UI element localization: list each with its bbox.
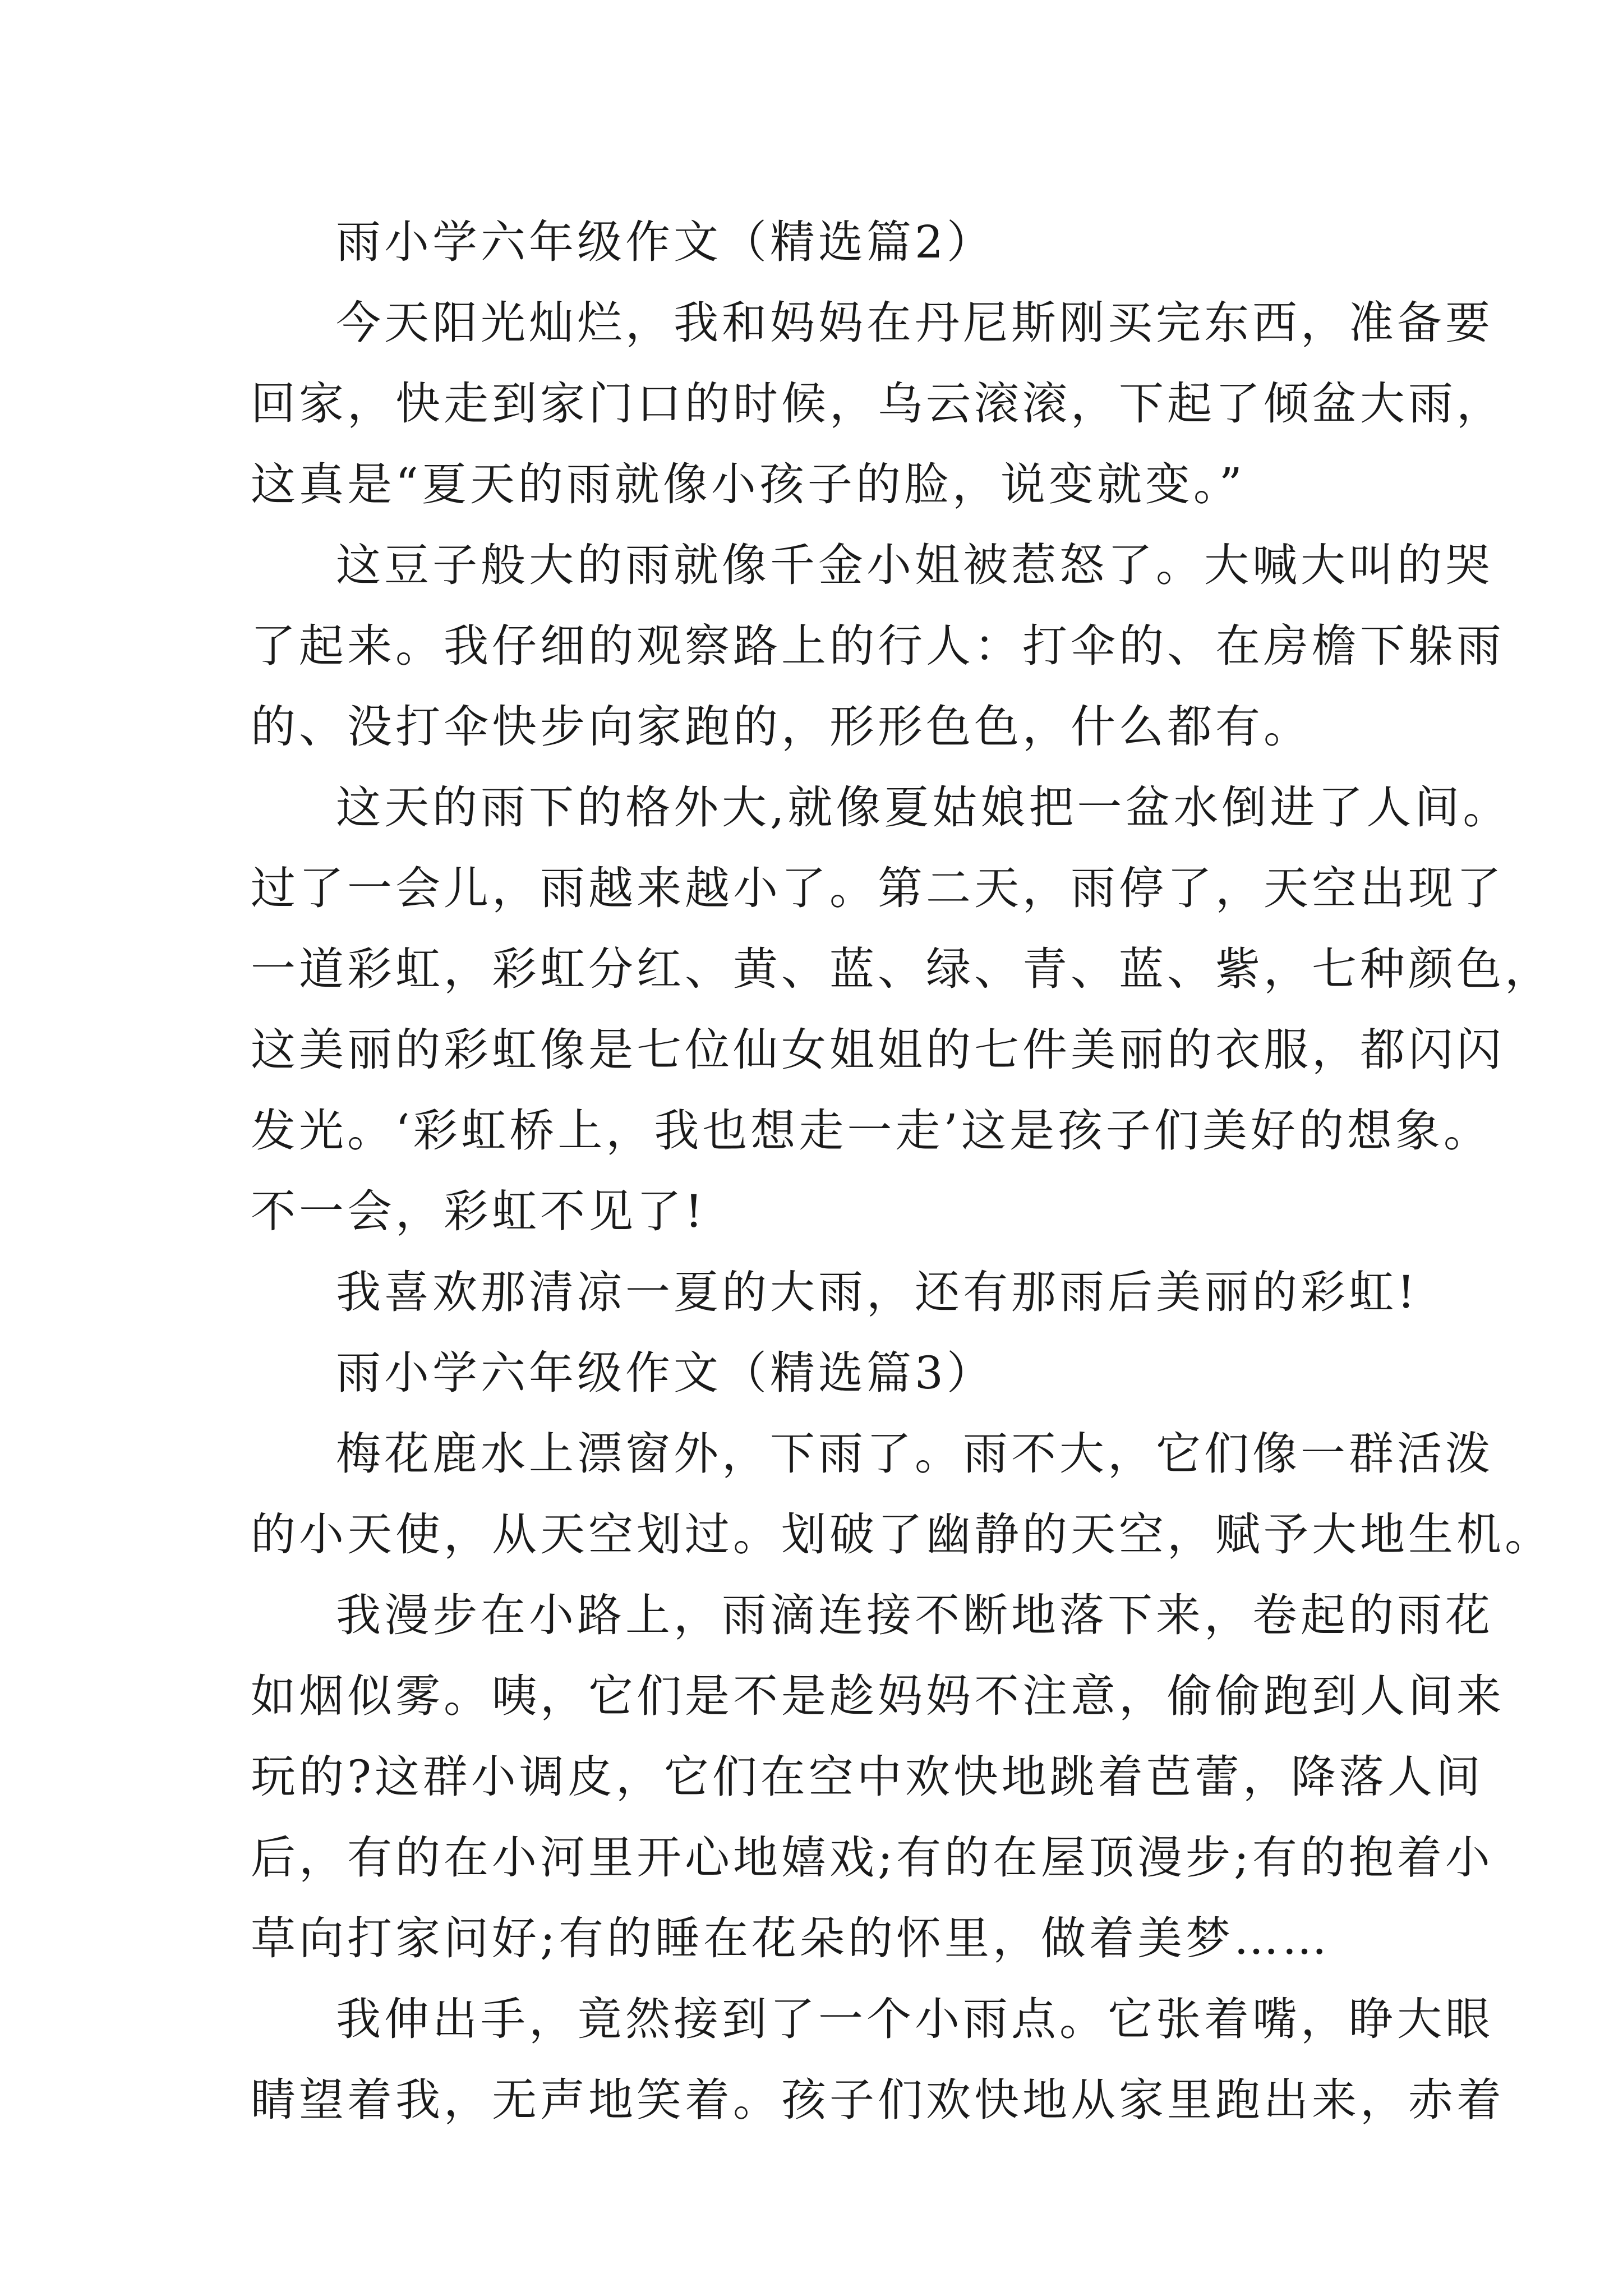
text-line: 这真是“夏天的雨就像小孩子的脸，说变就变。” [251,458,1246,510]
paragraph [251,1252,1419,1333]
text-line: 后，有的在小河里开心地嬉戏;有的在屋顶漫步;有的抱着小 [251,1832,1493,1884]
document-body [251,202,1553,2141]
text-line: 的小天使，从天空划过。划破了幽静的天空，赋予大地生机。 [251,1508,1553,1561]
paragraph [251,1979,1505,2141]
text-line: 玩的?这群小调皮，它们在空中欢快地跳着芭蕾，降落人间 [251,1751,1484,1803]
text-line: 的、没打伞快步向家跑的，形形色色，什么都有。 [251,701,1312,753]
paragraph [251,767,1553,1252]
text-line: 一道彩虹，彩虹分红、黄、蓝、绿、青、蓝、紫，七种颜色， [251,943,1553,995]
text-line: 我伸出手，竟然接到了一个小雨点。它张着嘴，睁大眼 [336,1993,1493,2045]
section-heading [251,1333,1395,1414]
paragraph [251,283,1505,525]
text-line: 今天阳光灿烂，我和妈妈在丹尼斯刚买完东西，准备要 [336,297,1493,349]
paragraph [251,1414,1553,1575]
text-line: 这豆子般大的雨就像千金小姐被惹怒了。大喊大叫的哭 [336,539,1493,591]
text-line: 草向打家问好;有的睡在花朵的怀里，做着美梦…… [251,1912,1330,1964]
paragraph [251,525,1505,767]
section-heading [251,202,1395,283]
text-line: 这天的雨下的格外大,就像夏姑娘把一盆水倒进了人间。 [336,781,1511,834]
text-line: 不一会，彩虹不见了! [251,1185,707,1237]
text-line: 睛望着我，无声地笑着。孩子们欢快地从家里跑出来，赤着 [251,2074,1505,2126]
text-line: 如烟似雾。咦，它们是不是趁妈妈不注意，偷偷跑到人间来 [251,1670,1505,1722]
text-line: 我漫步在小路上，雨滴连接不断地落下来，卷起的雨花 [336,1589,1493,1641]
text-line: 雨小学六年级作文（精选篇2） [336,216,995,268]
text-line: 过了一会儿，雨越来越小了。第二天，雨停了，天空出现了 [251,862,1505,914]
text-line: 雨小学六年级作文（精选篇3） [336,1347,995,1399]
paragraph [251,1575,1505,1979]
text-line: 我喜欢那清凉一夏的大雨，还有那雨后美丽的彩虹! [336,1266,1419,1318]
text-line: 发光。‘彩虹桥上，我也想走一走’这是孩子们美好的想象。 [251,1105,1492,1157]
text-line: 回家，快走到家门口的时候，乌云滚滚，下起了倾盆大雨， [251,378,1505,430]
text-line: 了起来。我仔细的观察路上的行人：打伞的、在房檐下躲雨 [251,620,1505,672]
text-line: 这美丽的彩虹像是七位仙女姐姐的七件美丽的衣服，都闪闪 [251,1024,1505,1076]
text-line: 梅花鹿水上漂窗外，下雨了。雨不大，它们像一群活泼 [336,1428,1493,1480]
